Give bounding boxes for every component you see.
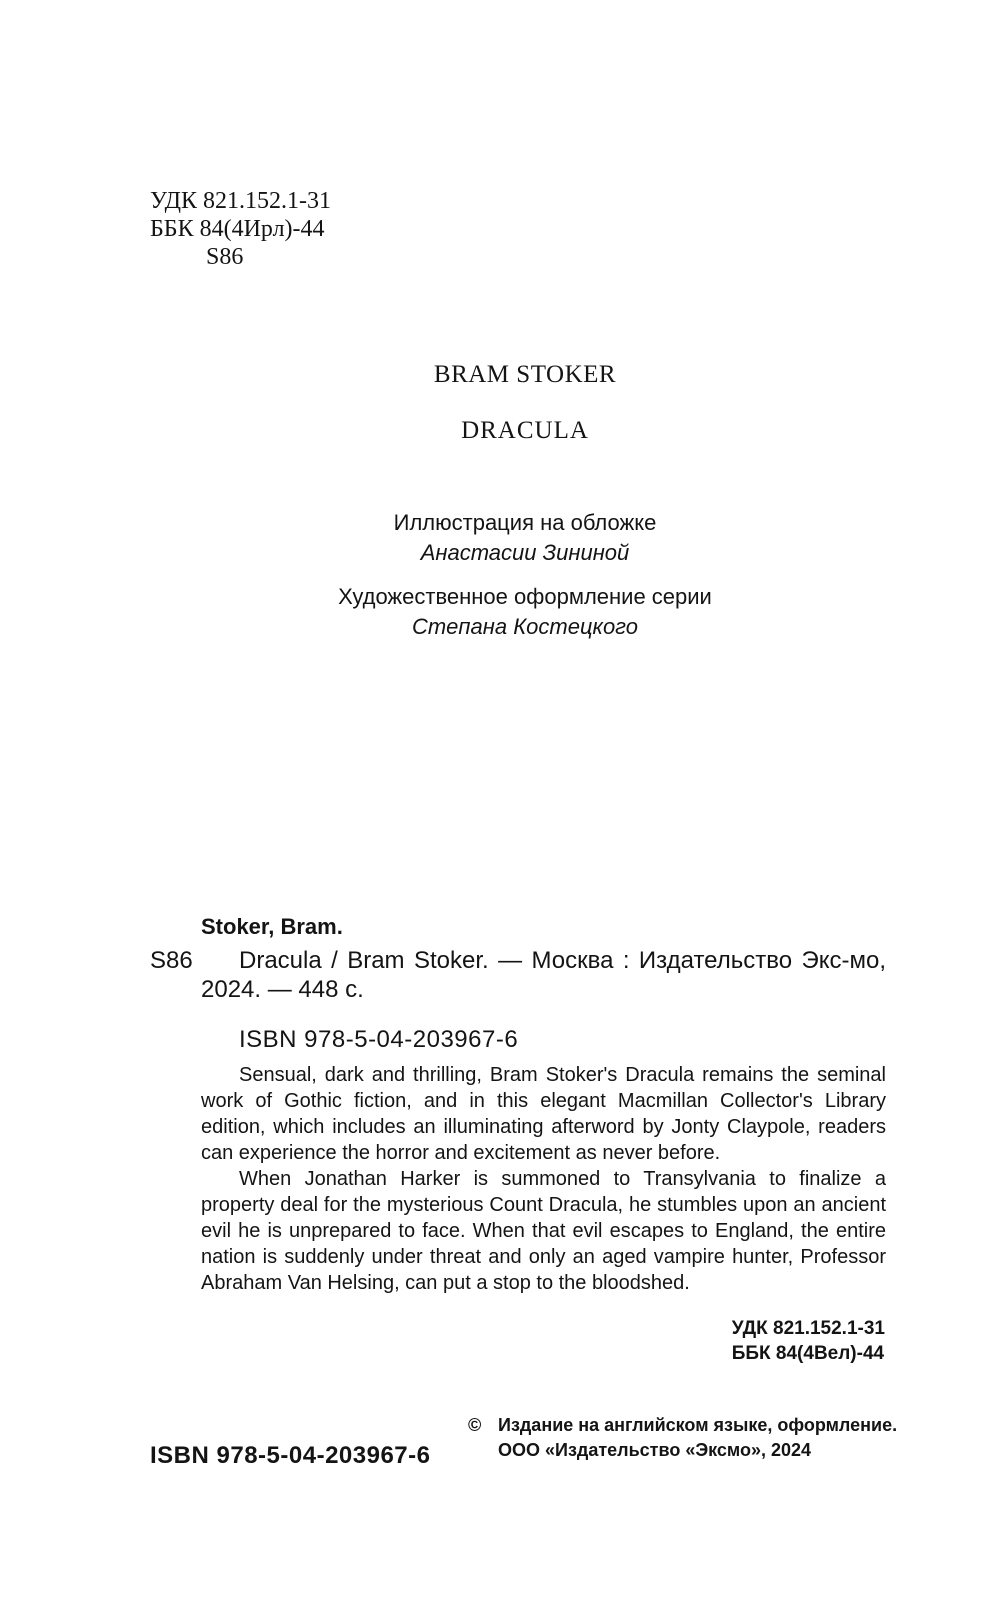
annotation-paragraph: Sensual, dark and thrilling, Bram Stoker's Dracula remains the seminal work of Gothic fiction, and in this elegant Macmillan Collector's Library edition, which includes an illuminating afterword by Jonty Claypole, readers can experience the horror and excitement as never before. xyxy=(201,1064,886,1164)
classification-codes xyxy=(150,187,331,271)
copyright-symbol: © xyxy=(468,1415,482,1435)
catalog-heading: Stoker, Bram. xyxy=(201,914,343,939)
catalog-bbk: ББК 84(4Вел)-44 xyxy=(731,1343,885,1364)
series-design-label: Художественное оформление серии xyxy=(338,584,712,609)
copyright-notice xyxy=(468,1413,897,1463)
author-name: BRAM STOKER xyxy=(433,361,617,388)
catalog-author-mark: S86 xyxy=(150,947,193,974)
copyright-line: Издание на английском языке, оформление. xyxy=(498,1415,898,1435)
annotation-paragraph: When Jonathan Harker is summoned to Transylvania to finalize a property deal for the mysterious Count Dracula, he stumbles upon an ancient evil he is unprepared to face. When that evil escapes to England, the entire nation is suddenly under threat and only an aged vampire hunter, Professor Abraham Van Helsing, can put a stop to the bloodshed. xyxy=(201,1168,886,1294)
isbn: ISBN 978-5-04-203967-6 xyxy=(150,1442,431,1469)
catalog-classification xyxy=(732,1316,885,1366)
author-mark: S86 xyxy=(206,244,244,270)
udk-code: УДК 821.152.1-31 xyxy=(150,188,331,214)
catalog-udk: УДК 821.152.1-31 xyxy=(731,1318,885,1339)
cover-illustrator-name: Анастасии Зининой xyxy=(420,540,630,565)
catalog-entry: Dracula / Bram Stoker. — Москва : Издательство Экс-мо, 2024. — 448 с. xyxy=(201,947,886,1003)
bbk-code: ББК 84(4Ирл)-44 xyxy=(150,216,325,242)
book-title: DRACULA xyxy=(461,417,589,444)
copyright-publisher: ООО «Издательство «Эксмо», 2024 xyxy=(498,1440,812,1460)
catalog-isbn: ISBN 978-5-04-203967-6 xyxy=(239,1026,519,1053)
series-designer-name: Степана Костецкого xyxy=(411,614,639,639)
cover-illustration-label: Иллюстрация на обложке xyxy=(393,510,657,535)
